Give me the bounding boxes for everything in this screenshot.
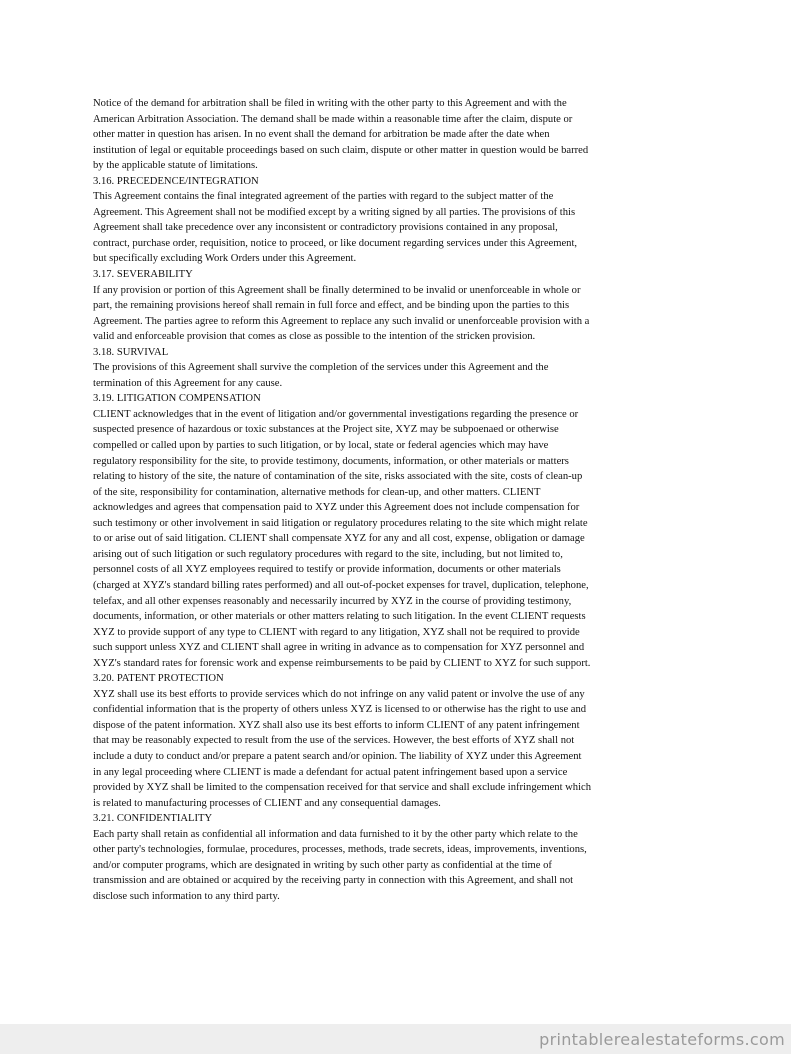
text-line: XYZ's standard rates for forensic work and expense reimbursements to be paid by CLIENT to XYZ for such support. [93,657,591,669]
text-line: regulatory responsibility for the site, to provide testimony, documents, information, or other materials or matters [93,455,569,467]
text-line: that may be reasonably expected to result from the use of the services. However, the best efforts of XYZ shall not [93,735,575,747]
text-line: CLIENT acknowledges that in the event of litigation and/or governmental investigations regarding the presence or [93,408,579,420]
text-line: and/or computer programs, which are designated in writing by such other party as confidential at the time of [93,859,552,871]
text-line: acknowledges and agrees that compensation paid to XYZ under this Agreement does not include compensation for [93,502,580,514]
text-line: transmission and are obtained or acquired by the receiving party in connection with this Agreement, and shall not [93,875,574,887]
text-line: telefax, and all other expenses reasonably and necessarily incurred by XYZ in the course of providing testimony, [93,595,572,607]
text-line: institution of legal or equitable proceedings based on such claim, dispute or other matter in question would be barred [93,144,589,156]
text-line: documents, information, or other materials or other matters relating to such litigation. In the event CLIENT requests [93,611,586,623]
site-watermark[interactable]: printablerealestateforms.com [539,1030,785,1049]
text-line: such testimony or other involvement in said litigation or regulatory procedures relating to the site which might relate [93,517,588,529]
text-line: other matter in question has arisen. In no event shall the demand for arbitration be made after the date when [93,129,550,141]
footer-bar [0,1024,791,1054]
section-heading: 3.17. SEVERABILITY [93,269,193,281]
text-line: dispose of the patent information. XYZ shall also use its best efforts to inform CLIENT of any patent infringement [93,719,580,731]
document-body [93,96,699,904]
text-line: part, the remaining provisions hereof shall remain in full force and effect, and be binding upon the parties to this [93,300,570,312]
text-line: of the site, responsibility for contamination, alternative methods for clean-up, and other matters. CLIENT [93,486,541,498]
text-line: compelled or called upon by parties to such litigation, or by local, state or federal agencies which may have [93,440,549,452]
text-line: in any legal proceeding where CLIENT is made a defendant for actual patent infringement based upon a service [93,766,568,778]
text-line: (charged at XYZ's standard billing rates performed) and all out-of-pocket expenses for travel, duplication, telephone, [93,579,589,591]
text-line: disclose such information to any third party. [93,890,280,902]
text-line: by the applicable statute of limitations. [93,160,258,172]
text-line: relating to history of the site, the nature of contamination of the site, risks associated with the site, costs of clean-up [93,471,583,483]
text-line: contract, purchase order, requisition, notice to proceed, or like document regarding services under this Agreement, [93,237,578,249]
text-line: confidential information that is the property of others unless XYZ is licensed to or otherwise has the right to use and [93,704,587,716]
text-line: such support unless XYZ and CLIENT shall agree in writing in advance as to compensation for XYZ personnel and [93,642,585,654]
section-heading: 3.21. CONFIDENTIALITY [93,813,213,825]
text-line: Agreement. This Agreement shall not be modified except by a writing signed by all parties. The provisions of this [93,206,576,218]
text-line: but specifically excluding Work Orders under this Agreement. [93,253,357,265]
text-line: suspected presence of hazardous or toxic substances at the Project site, XYZ may be subpoenaed or otherwise [93,424,559,436]
text-line: The provisions of this Agreement shall survive the completion of the services under this Agreement and the [93,362,549,374]
text-line: This Agreement contains the final integrated agreement of the parties with regard to the subject matter of the [93,191,554,203]
text-line: to or arise out of said litigation. CLIENT shall compensate XYZ for any and all cost, expense, obligation or damage [93,533,585,545]
text-line: provided by XYZ shall be limited to the compensation received for that service and shall exclude infringement which [93,782,592,794]
section-heading: 3.20. PATENT PROTECTION [93,673,224,685]
text-line: arising out of such litigation or such regulatory procedures with regard to the site, including, but not limited to, [93,548,563,560]
text-line: personnel costs of all XYZ employees required to testify or provide information, documents or other materials [93,564,561,576]
text-line: include a duty to conduct and/or prepare a patent search and/or opinion. The liability of XYZ under this Agreement [93,750,582,762]
text-line: Agreement. The parties agree to reform this Agreement to replace any such invalid or unenforceable provision with a [93,315,590,327]
text-line: If any provision or portion of this Agreement shall be finally determined to be invalid or unenforceable in whole or [93,284,581,296]
text-line: is related to manufacturing processes of CLIENT and any consequential damages. [93,797,441,809]
section-heading: 3.19. LITIGATION COMPENSATION [93,393,261,405]
section-heading: 3.16. PRECEDENCE/INTEGRATION [93,175,259,187]
text-line: Agreement shall take precedence over any inconsistent or contradictory provisions contained in any proposal, [93,222,558,234]
text-line: XYZ to provide support of any type to CLIENT with regard to any litigation, XYZ shall not be required to provide [93,626,580,638]
text-line: Each party shall retain as confidential all information and data furnished to it by the other party which relate to the [93,828,578,840]
text-line: other party's technologies, formulae, procedures, processes, methods, trade secrets, ideas, improvements, inventions, [93,844,587,856]
text-line: termination of this Agreement for any cause. [93,377,283,389]
text-line: XYZ shall use its best efforts to provide services which do not infringe on any valid patent or involve the use of any [93,688,585,700]
text-line: Notice of the demand for arbitration shall be filed in writing with the other party to this Agreement and with the [93,98,567,109]
text-line: American Arbitration Association. The demand shall be made within a reasonable time after the claim, dispute or [93,113,573,125]
text-line: valid and enforceable provision that comes as close as possible to the intention of the stricken provision. [93,331,536,343]
section-heading: 3.18. SURVIVAL [93,346,169,358]
